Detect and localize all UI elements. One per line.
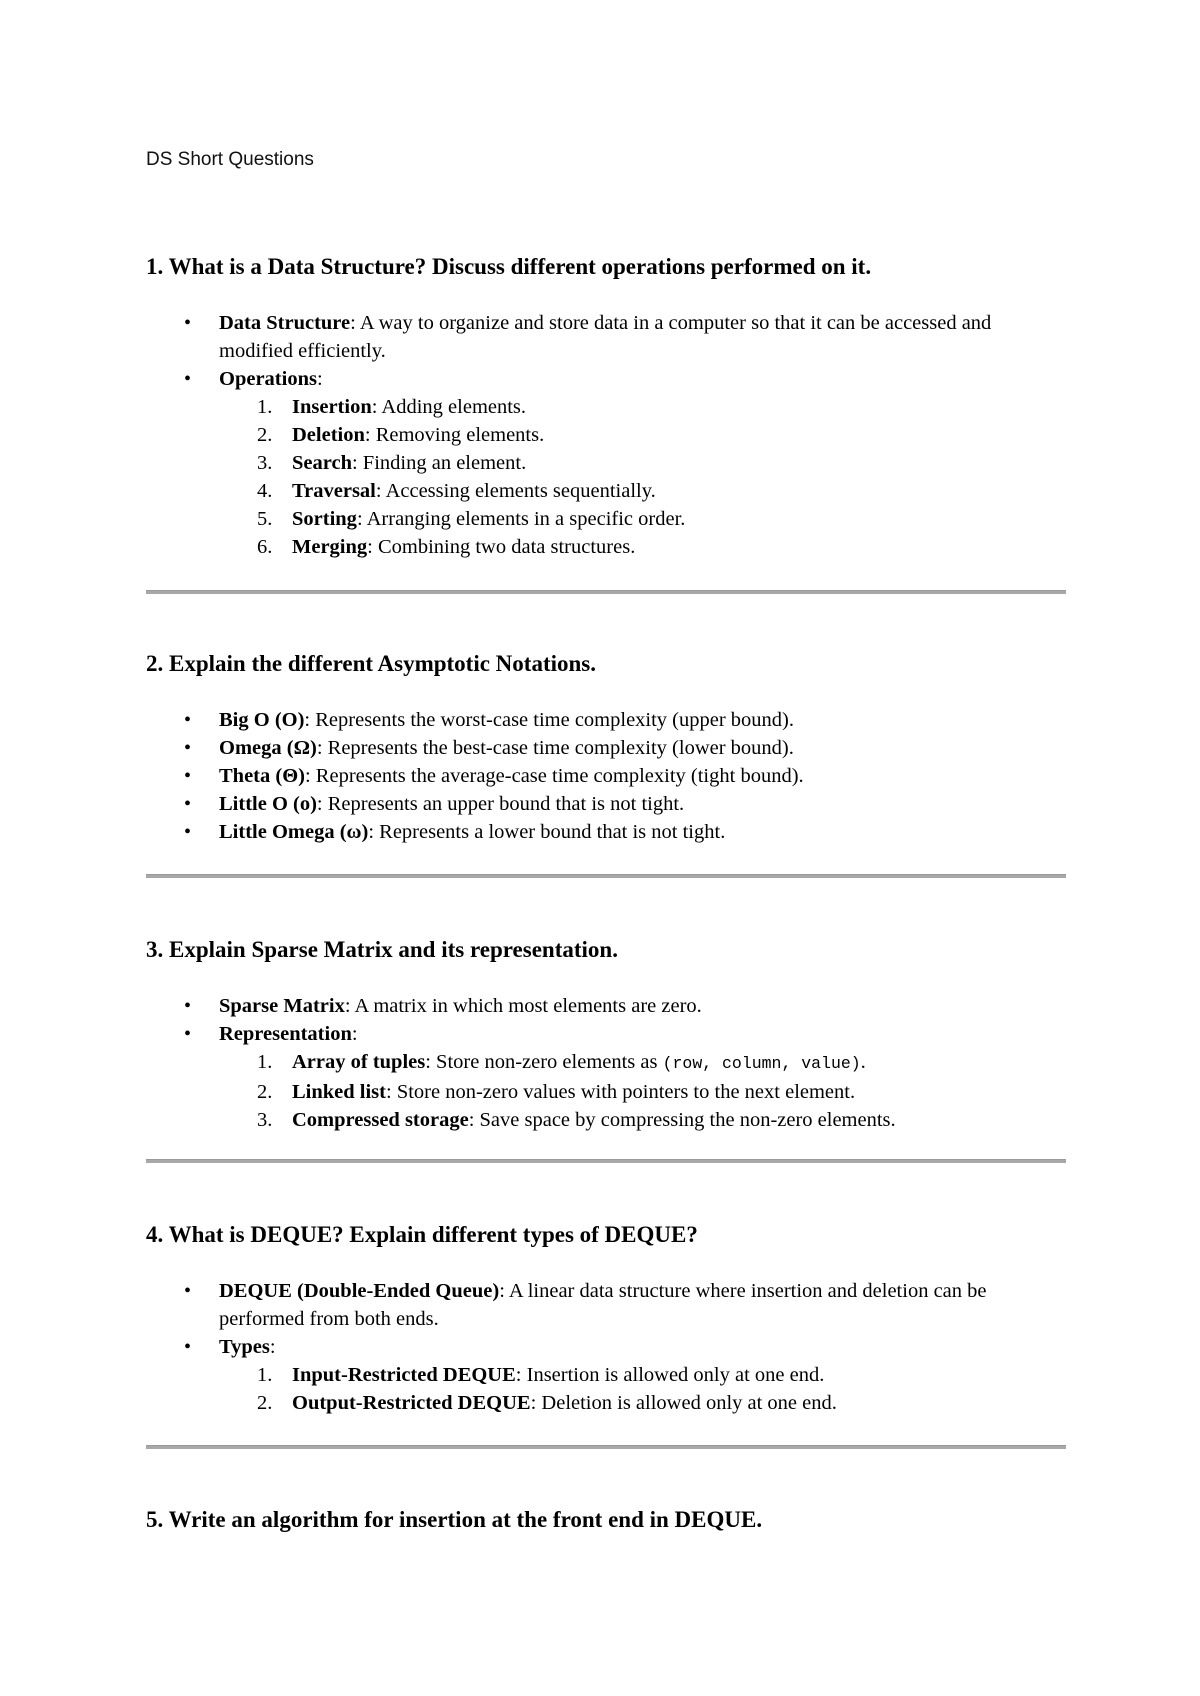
term: Insertion	[292, 396, 372, 418]
bullet-list	[146, 706, 1066, 846]
bullet-item	[146, 992, 1066, 1020]
term: Sparse Matrix	[219, 995, 345, 1017]
definition: : Insertion is allowed only at one end.	[515, 1364, 825, 1386]
bullet-item	[146, 734, 1066, 762]
bullet-item	[146, 818, 1066, 846]
definition: : A linear data structure where insertion and deletion can be performed from both ends.	[219, 1280, 987, 1330]
definition: :	[269, 1336, 276, 1358]
numbered-item	[219, 449, 1066, 477]
numbered-item	[219, 421, 1066, 449]
punctuation: .	[860, 1051, 866, 1073]
term: Little O (o)	[219, 793, 317, 815]
numbered-list	[219, 1361, 1066, 1417]
definition: : Arranging elements in a specific order.	[356, 508, 686, 530]
definition: : Save space by compressing the non-zero elements.	[468, 1109, 896, 1131]
term: Little Omega (ω)	[219, 821, 369, 843]
document-header: DS Short Questions	[146, 149, 314, 170]
bullet-item	[146, 790, 1066, 818]
term: Linked list	[292, 1081, 386, 1103]
bullet-item	[146, 1277, 1066, 1333]
definition: : Deletion is allowed only at one end.	[530, 1392, 837, 1414]
question-title: 3. Explain Sparse Matrix and its representation.	[146, 937, 618, 962]
numbered-item	[219, 505, 1066, 533]
numbered-item	[219, 1361, 1066, 1389]
term: Theta (Θ)	[219, 765, 305, 787]
item-number: 5.	[257, 508, 273, 530]
code-snippet: (row, column, value)	[662, 1054, 861, 1073]
bullet-list	[146, 309, 1066, 561]
definition: : Removing elements.	[364, 424, 545, 446]
term: Types	[219, 1336, 270, 1358]
numbered-item	[219, 1078, 1066, 1106]
bullet-item	[146, 706, 1066, 734]
term: Output-Restricted DEQUE	[292, 1392, 531, 1414]
question-section-4	[146, 1221, 1066, 1417]
item-number: 3.	[257, 1109, 273, 1131]
question-section-3	[146, 936, 1066, 1134]
bullet-list	[146, 992, 1066, 1134]
numbered-list	[219, 1048, 1066, 1134]
bullet-item	[146, 309, 1066, 365]
item-number: 2.	[257, 424, 273, 446]
term: Data Structure	[219, 312, 351, 334]
numbered-item	[219, 477, 1066, 505]
question-title: 5. Write an algorithm for insertion at the front end in DEQUE.	[146, 1507, 763, 1532]
bullet-item	[146, 1333, 1066, 1417]
term: Sorting	[292, 508, 357, 530]
question-section-1	[146, 253, 1066, 561]
item-number: 1.	[257, 396, 273, 418]
question-section-2	[146, 650, 1066, 846]
definition: : Represents the best-case time complexity (lower bound).	[316, 737, 794, 759]
definition: :	[316, 368, 323, 390]
definition: : Accessing elements sequentially.	[375, 480, 656, 502]
horizontal-rule	[146, 874, 1066, 878]
question-title: 4. What is DEQUE? Explain different types of DEQUE?	[146, 1222, 698, 1247]
item-number: 3.	[257, 452, 273, 474]
numbered-item	[219, 533, 1066, 561]
definition: : Store non-zero elements as	[425, 1051, 663, 1073]
term: Merging	[292, 536, 368, 558]
term: Big O (O)	[219, 709, 305, 731]
term: Traversal	[292, 480, 376, 502]
item-number: 2.	[257, 1081, 273, 1103]
definition: : Represents an upper bound that is not tight.	[316, 793, 685, 815]
question-title: 2. Explain the different Asymptotic Notations.	[146, 651, 596, 676]
horizontal-rule	[146, 1445, 1066, 1449]
definition: : Finding an element.	[351, 452, 527, 474]
numbered-item	[219, 1106, 1066, 1134]
horizontal-rule	[146, 1159, 1066, 1163]
definition: : Store non-zero values with pointers to the next element.	[386, 1081, 856, 1103]
bullet-item	[146, 365, 1066, 561]
numbered-list	[219, 393, 1066, 561]
question-section-5	[146, 1506, 1066, 1534]
definition: : Represents the average-case time complexity (tight bound).	[304, 765, 804, 787]
term: DEQUE (Double-Ended Queue)	[219, 1280, 500, 1302]
term: Search	[292, 452, 352, 474]
question-title: 1. What is a Data Structure? Discuss different operations performed on it.	[146, 254, 872, 279]
term: Deletion	[292, 424, 365, 446]
definition: : Represents the worst-case time complexity (upper bound).	[304, 709, 795, 731]
definition: : A way to organize and store data in a computer so that it can be accessed and modified efficiently.	[219, 312, 992, 362]
numbered-item	[219, 1048, 1066, 1078]
item-number: 1.	[257, 1364, 273, 1386]
numbered-item	[219, 393, 1066, 421]
bullet-item	[146, 1020, 1066, 1134]
item-number: 6.	[257, 536, 273, 558]
item-number: 2.	[257, 1392, 273, 1414]
item-number: 1.	[257, 1051, 273, 1073]
term: Representation	[219, 1023, 352, 1045]
definition: :	[351, 1023, 358, 1045]
bullet-list	[146, 1277, 1066, 1417]
term: Operations	[219, 368, 317, 390]
term: Input-Restricted DEQUE	[292, 1364, 516, 1386]
bullet-item	[146, 762, 1066, 790]
numbered-item	[219, 1389, 1066, 1417]
definition: : Represents a lower bound that is not tight.	[368, 821, 726, 843]
definition: : Adding elements.	[371, 396, 527, 418]
item-number: 4.	[257, 480, 273, 502]
definition: : Combining two data structures.	[367, 536, 636, 558]
term: Omega (Ω)	[219, 737, 317, 759]
term: Compressed storage	[292, 1109, 469, 1131]
term: Array of tuples	[292, 1051, 426, 1073]
definition: : A matrix in which most elements are zero.	[344, 995, 702, 1017]
horizontal-rule	[146, 590, 1066, 594]
